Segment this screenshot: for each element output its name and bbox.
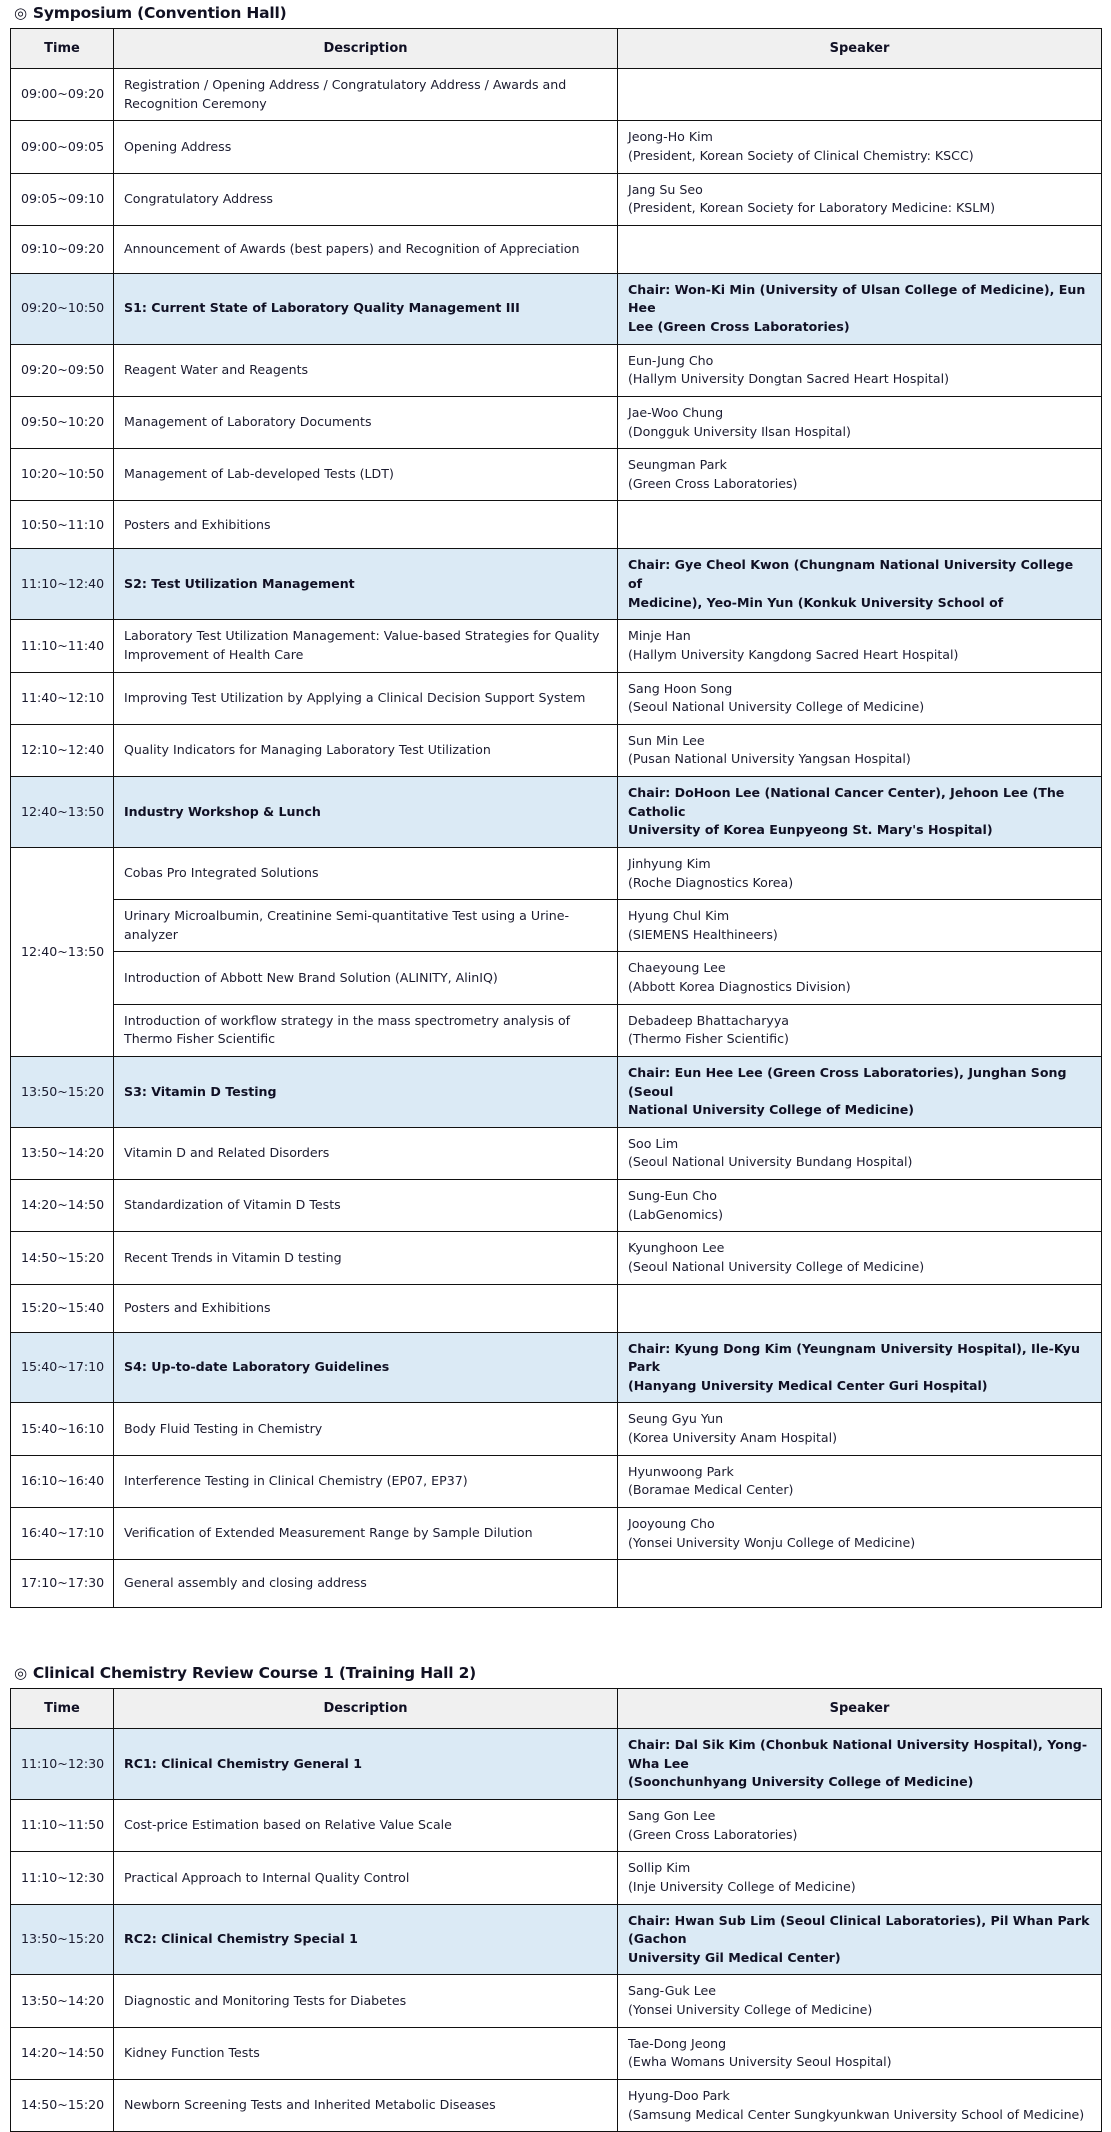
speaker-name: Jinhyung Kim (628, 855, 711, 871)
cell-description: Congratulatory Address (114, 173, 618, 225)
cell-speaker (618, 449, 1102, 501)
cell-time: 10:20~10:50 (11, 449, 114, 501)
speaker-affiliation: (Samsung Medical Center Sungkyunkwan University School of Medicine) (628, 2106, 1085, 2122)
cell-time: 09:05~09:10 (11, 173, 114, 225)
section-title: Clinical Chemistry Review Course 1 (Training Hall 2) (32, 1664, 477, 1683)
cell-description: Body Fluid Testing in Chemistry (114, 1403, 618, 1455)
cell-speaker (618, 1403, 1102, 1455)
table-row (11, 2079, 1102, 2131)
speaker-affiliation: Medicine), Yeo-Min Yun (Konkuk University School of (628, 594, 1004, 610)
table-row (11, 1852, 1102, 1904)
cell-description: General assembly and closing address (114, 1560, 618, 1608)
speaker-affiliation: (Ewha Womans University Seoul Hospital) (628, 2054, 892, 2070)
cell-time: 14:50~15:20 (11, 2079, 114, 2131)
cell-time: 14:20~14:50 (11, 1180, 114, 1232)
cell-speaker (618, 2027, 1102, 2079)
speaker-name: Chair: Hwan Sub Lim (Seoul Clinical Laboratories), Pil Whan Park (Gachon (628, 1912, 1090, 1947)
session-header-row (11, 273, 1102, 344)
cell-speaker (618, 1975, 1102, 2027)
speaker-name: Tae-Dong Jeong (628, 2035, 727, 2051)
cell-time: 09:00~09:20 (11, 69, 114, 121)
cell-description: Opening Address (114, 121, 618, 173)
table-row (11, 1127, 1102, 1179)
section-heading (10, 1660, 1101, 1688)
cell-speaker (618, 952, 1102, 1004)
cell-speaker (618, 1284, 1102, 1332)
speaker-name: Hyung Chul Kim (628, 908, 730, 924)
cell-time: 09:20~10:50 (11, 273, 114, 344)
speaker-name: Sang Hoon Song (628, 680, 733, 696)
cell-speaker (618, 396, 1102, 448)
cell-time: 11:10~11:50 (11, 1800, 114, 1852)
speaker-affiliation: University of Korea Eunpyeong St. Mary's Hospital) (628, 822, 993, 838)
cell-speaker (618, 549, 1102, 620)
cell-description: Vitamin D and Related Disorders (114, 1127, 618, 1179)
column-header-speaker: Speaker (618, 1689, 1102, 1729)
speaker-name: Sang-Guk Lee (628, 1983, 717, 1999)
cell-speaker (618, 1507, 1102, 1559)
cell-time: 17:10~17:30 (11, 1560, 114, 1608)
cell-description: Management of Laboratory Documents (114, 396, 618, 448)
speaker-name: Seungman Park (628, 457, 727, 473)
speaker-name: Sun Min Lee (628, 732, 705, 748)
cell-description: S1: Current State of Laboratory Quality Management III (114, 273, 618, 344)
cell-speaker (618, 1729, 1102, 1800)
speaker-name: Soo Lim (628, 1135, 679, 1151)
table-row (11, 225, 1102, 273)
cell-description: Newborn Screening Tests and Inherited Metabolic Diseases (114, 2079, 618, 2131)
cell-speaker (618, 225, 1102, 273)
cell-description: S4: Up-to-date Laboratory Guidelines (114, 1332, 618, 1403)
cell-time: 14:20~14:50 (11, 2027, 114, 2079)
speaker-affiliation: (Pusan National University Yangsan Hospital) (628, 751, 911, 767)
cell-speaker (618, 900, 1102, 952)
cell-description: Management of Lab-developed Tests (LDT) (114, 449, 618, 501)
cell-description: Introduction of workflow strategy in the mass spectrometry analysis of Thermo Fisher Scientific (114, 1004, 618, 1056)
table-row (11, 847, 1102, 899)
cell-description: Posters and Exhibitions (114, 501, 618, 549)
section-spacer (0, 1608, 1111, 1660)
cell-time: 12:10~12:40 (11, 724, 114, 776)
cell-time: 09:20~09:50 (11, 344, 114, 396)
cell-speaker (618, 344, 1102, 396)
session-header-row (11, 1729, 1102, 1800)
speaker-affiliation: National University College of Medicine) (628, 1102, 915, 1118)
speaker-affiliation: (Korea University Anam Hospital) (628, 1430, 838, 1445)
speaker-name: Eun-Jung Cho (628, 352, 714, 368)
cell-speaker (618, 1004, 1102, 1056)
table-row (11, 900, 1102, 952)
speaker-name: Seung Gyu Yun (628, 1411, 724, 1427)
speaker-name: Chair: Eun Hee Lee (Green Cross Laboratories), Junghan Song (Seoul (628, 1064, 1067, 1099)
session-header-row (11, 549, 1102, 620)
cell-speaker (618, 1232, 1102, 1284)
speaker-name: Kyunghoon Lee (628, 1240, 725, 1256)
table-row (11, 173, 1102, 225)
cell-description: Industry Workshop & Lunch (114, 777, 618, 848)
speaker-affiliation: (Yonsei University Wonju College of Medicine) (628, 1534, 916, 1550)
cell-speaker (618, 2079, 1102, 2131)
speaker-name: Chair: Gye Cheol Kwon (Chungnam National University College of (628, 557, 1074, 591)
speaker-name: Hyung-Doo Park (628, 2087, 730, 2103)
session-header-row (11, 1332, 1102, 1403)
cell-description: RC1: Clinical Chemistry General 1 (114, 1729, 618, 1800)
cell-time: 16:40~17:10 (11, 1507, 114, 1559)
speaker-name: Chair: Kyung Dong Kim (Yeungnam University Hospital), Ile-Kyu Park (628, 1340, 1080, 1375)
table-row (11, 344, 1102, 396)
cell-time: 15:20~15:40 (11, 1284, 114, 1332)
speaker-affiliation: (Seoul National University College of Medicine) (628, 699, 925, 715)
speaker-affiliation: Lee (Green Cross Laboratories) (628, 319, 850, 334)
speaker-affiliation: (President, Korean Society of Clinical Chemistry: KSCC) (628, 147, 974, 163)
cell-description: Practical Approach to Internal Quality Control (114, 1852, 618, 1904)
cell-speaker (618, 1332, 1102, 1403)
cell-description: Kidney Function Tests (114, 2027, 618, 2079)
table-row (11, 1232, 1102, 1284)
speaker-affiliation: (SIEMENS Healthineers) (628, 926, 778, 942)
speaker-name: Jeong-Ho Kim (628, 129, 713, 145)
section-heading (10, 0, 1101, 28)
table-row (11, 1403, 1102, 1455)
cell-time: 09:50~10:20 (11, 396, 114, 448)
cell-description: RC2: Clinical Chemistry Special 1 (114, 1904, 618, 1975)
cell-time: 11:10~12:30 (11, 1729, 114, 1800)
speaker-affiliation: (Hanyang University Medical Center Guri Hospital) (628, 1377, 988, 1393)
cell-description: Recent Trends in Vitamin D testing (114, 1232, 618, 1284)
table-row (11, 672, 1102, 724)
cell-description: Diagnostic and Monitoring Tests for Diabetes (114, 1975, 618, 2027)
table-row (11, 121, 1102, 173)
cell-time: 16:10~16:40 (11, 1455, 114, 1507)
speaker-affiliation: (Thermo Fisher Scientific) (628, 1031, 789, 1047)
speaker-affiliation: (Green Cross Laboratories) (628, 475, 798, 491)
cell-speaker (618, 847, 1102, 899)
speaker-affiliation: (Roche Diagnostics Korea) (628, 874, 794, 890)
cell-time: 15:40~17:10 (11, 1332, 114, 1403)
cell-speaker (618, 1904, 1102, 1975)
speaker-name: Jae-Woo Chung (628, 404, 724, 420)
table-row (11, 1507, 1102, 1559)
cell-description: Reagent Water and Reagents (114, 344, 618, 396)
column-header-description: Description (114, 1689, 618, 1729)
speaker-name: Jooyoung Cho (628, 1515, 715, 1531)
speaker-name: Sollip Kim (628, 1860, 691, 1876)
cell-time: 12:40~13:50 (11, 777, 114, 848)
table-row (11, 724, 1102, 776)
cell-time: 14:50~15:20 (11, 1232, 114, 1284)
cell-description: Cobas Pro Integrated Solutions (114, 847, 618, 899)
cell-speaker (618, 1800, 1102, 1852)
table-row (11, 1284, 1102, 1332)
speaker-affiliation: (Yonsei University College of Medicine) (628, 2002, 873, 2017)
schedule-section (0, 1660, 1111, 2132)
cell-time: 11:40~12:10 (11, 672, 114, 724)
cell-speaker (618, 1455, 1102, 1507)
section-title: Symposium (Convention Hall) (32, 4, 287, 22)
cell-speaker (618, 672, 1102, 724)
column-header-description: Description (114, 29, 618, 69)
session-header-row (11, 1904, 1102, 1975)
cell-time: 15:40~16:10 (11, 1403, 114, 1455)
cell-description: Interference Testing in Clinical Chemistry (EP07, EP37) (114, 1455, 618, 1507)
double-circle-icon: ◎ (14, 3, 27, 22)
speaker-affiliation: (Soonchunhyang University College of Medicine) (628, 1774, 974, 1790)
table-row (11, 69, 1102, 121)
table-row (11, 396, 1102, 448)
session-header-row (11, 1056, 1102, 1127)
cell-time: 13:50~15:20 (11, 1056, 114, 1127)
speaker-affiliation: (Inje University College of Medicine) (628, 1878, 856, 1894)
speaker-affiliation: University Gil Medical Center) (628, 1949, 841, 1965)
speaker-affiliation: (LabGenomics) (628, 1206, 724, 1222)
cell-time: 12:40~13:50 (11, 847, 114, 1056)
table-header-row (11, 29, 1102, 69)
table-row (11, 2027, 1102, 2079)
speaker-affiliation: (Dongguk University Ilsan Hospital) (628, 423, 851, 439)
speaker-affiliation: (Hallym University Dongtan Sacred Heart Hospital) (628, 371, 950, 387)
table-row (11, 449, 1102, 501)
cell-description: Improving Test Utilization by Applying a Clinical Decision Support System (114, 672, 618, 724)
cell-description: S3: Vitamin D Testing (114, 1056, 618, 1127)
session-header-row (11, 777, 1102, 848)
speaker-name: Chair: Dal Sik Kim (Chonbuk National University Hospital), Yong-Wha Lee (628, 1737, 1088, 1771)
cell-time: 09:00~09:05 (11, 121, 114, 173)
cell-speaker (618, 1056, 1102, 1127)
speaker-name: Chair: DoHoon Lee (National Cancer Center), Jehoon Lee (The Catholic (628, 785, 1065, 819)
cell-description: Posters and Exhibitions (114, 1284, 618, 1332)
cell-time: 11:10~11:40 (11, 620, 114, 672)
table-header-row (11, 1689, 1102, 1729)
column-header-time: Time (11, 1689, 114, 1729)
table-row (11, 1800, 1102, 1852)
schedule-table (10, 28, 1102, 1608)
cell-description: Introduction of Abbott New Brand Solution (ALINITY, AlinIQ) (114, 952, 618, 1004)
cell-time: 13:50~14:20 (11, 1127, 114, 1179)
cell-speaker (618, 1127, 1102, 1179)
cell-description: Standardization of Vitamin D Tests (114, 1180, 618, 1232)
cell-description: S2: Test Utilization Management (114, 549, 618, 620)
double-circle-icon: ◎ (14, 1663, 27, 1682)
cell-speaker (618, 173, 1102, 225)
speaker-name: Chair: Won-Ki Min (University of Ulsan College of Medicine), Eun Hee (628, 281, 1086, 316)
cell-description: Cost-price Estimation based on Relative Value Scale (114, 1800, 618, 1852)
column-header-speaker: Speaker (618, 29, 1102, 69)
cell-speaker (618, 724, 1102, 776)
speaker-affiliation: (Hallym University Kangdong Sacred Heart Hospital) (628, 646, 959, 662)
table-row (11, 620, 1102, 672)
speaker-name: Jang Su Seo (628, 181, 703, 197)
cell-speaker (618, 777, 1102, 848)
cell-speaker (618, 1560, 1102, 1608)
cell-speaker (618, 1180, 1102, 1232)
column-header-time: Time (11, 29, 114, 69)
speaker-affiliation: (Seoul National University Bundang Hospital) (628, 1154, 913, 1170)
cell-time: 09:10~09:20 (11, 225, 114, 273)
cell-time: 11:10~12:30 (11, 1852, 114, 1904)
cell-time: 13:50~14:20 (11, 1975, 114, 2027)
cell-speaker (618, 69, 1102, 121)
table-row (11, 952, 1102, 1004)
cell-description: Announcement of Awards (best papers) and Recognition of Appreciation (114, 225, 618, 273)
cell-speaker (618, 1852, 1102, 1904)
speaker-name: Sang Gon Lee (628, 1808, 716, 1823)
table-row (11, 501, 1102, 549)
speaker-name: Sung-Eun Cho (628, 1188, 717, 1203)
cell-description: Verification of Extended Measurement Range by Sample Dilution (114, 1507, 618, 1559)
speaker-name: Debadeep Bhattacharyya (628, 1012, 790, 1028)
cell-speaker (618, 121, 1102, 173)
speaker-name: Hyunwoong Park (628, 1463, 734, 1479)
table-row (11, 1975, 1102, 2027)
cell-time: 11:10~12:40 (11, 549, 114, 620)
table-row (11, 1004, 1102, 1056)
cell-speaker (618, 501, 1102, 549)
cell-description: Quality Indicators for Managing Laboratory Test Utilization (114, 724, 618, 776)
speaker-name: Chaeyoung Lee (628, 960, 726, 976)
cell-time: 13:50~15:20 (11, 1904, 114, 1975)
table-row (11, 1455, 1102, 1507)
cell-time: 10:50~11:10 (11, 501, 114, 549)
table-row (11, 1560, 1102, 1608)
schedule-table (10, 1688, 1102, 2132)
speaker-affiliation: (President, Korean Society for Laboratory Medicine: KSLM) (628, 200, 996, 216)
cell-description: Registration / Opening Address / Congratulatory Address / Awards and Recognition Ceremony (114, 69, 618, 121)
speaker-affiliation: (Abbott Korea Diagnostics Division) (628, 979, 851, 994)
speaker-affiliation: (Boramae Medical Center) (628, 1482, 794, 1498)
cell-speaker (618, 620, 1102, 672)
cell-description: Laboratory Test Utilization Management: Value-based Strategies for Quality Improvement of Health Care (114, 620, 618, 672)
speaker-affiliation: (Green Cross Laboratories) (628, 1826, 798, 1842)
table-row (11, 1180, 1102, 1232)
cell-speaker (618, 273, 1102, 344)
cell-description: Urinary Microalbumin, Creatinine Semi-quantitative Test using a Urine-analyzer (114, 900, 618, 952)
speaker-affiliation: (Seoul National University College of Medicine) (628, 1258, 925, 1274)
speaker-name: Minje Han (628, 628, 691, 644)
